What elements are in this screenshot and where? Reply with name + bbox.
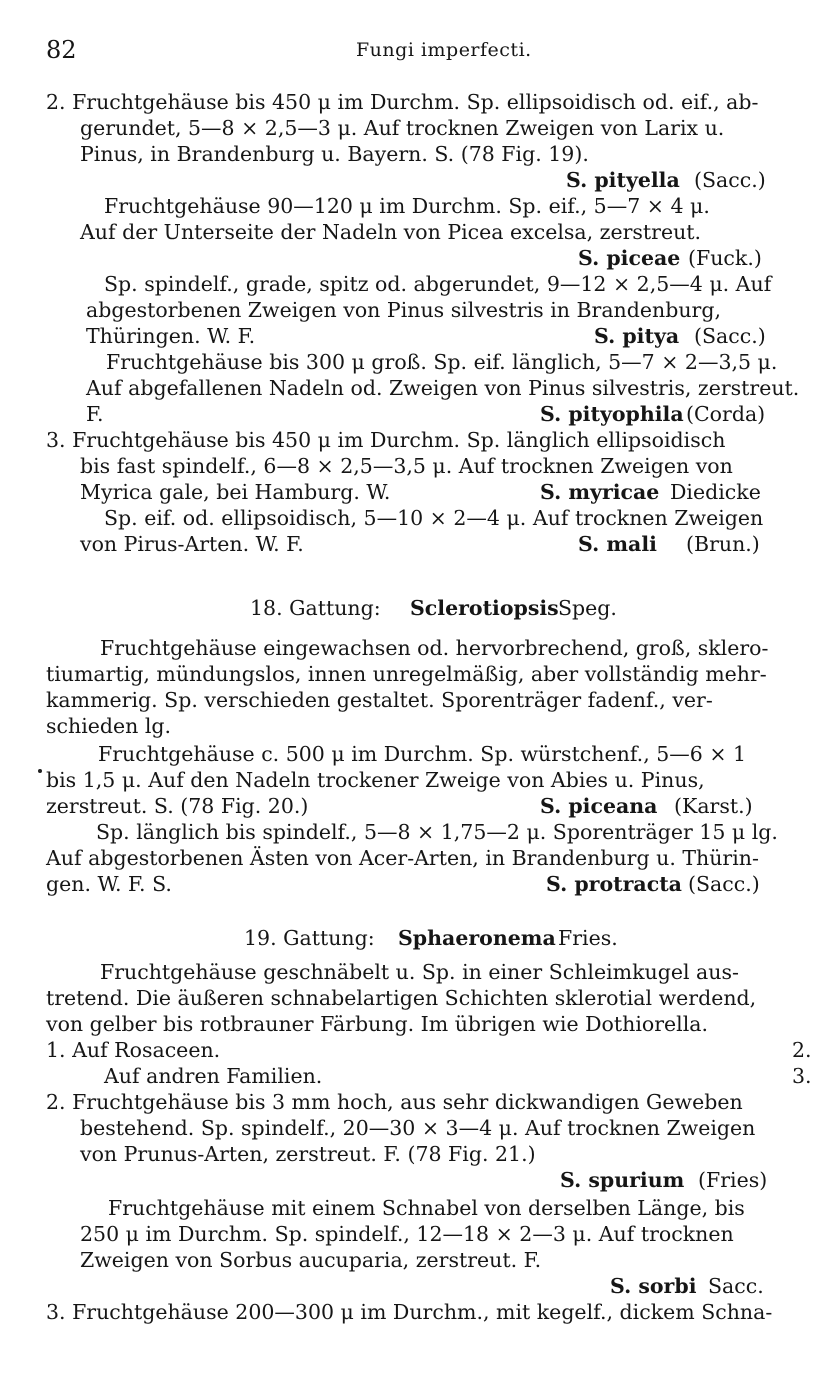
running-title: Fungi imperfecti. <box>356 39 532 61</box>
text-line <box>0 768 830 792</box>
section-heading <box>0 926 830 950</box>
text-line <box>0 90 830 114</box>
section-heading <box>0 596 830 620</box>
page-number: 82 <box>46 36 77 64</box>
genus-name: Sphaeronema <box>398 926 556 950</box>
species-name: S. piceana <box>540 794 658 818</box>
species-author: (Sacc.) <box>694 324 766 348</box>
heading-label: 19. Gattung: <box>244 926 375 950</box>
text: zerstreut. S. (78 Fig. 20.) <box>46 794 309 818</box>
text-line <box>0 1196 830 1220</box>
heading-label: 18. Gattung: <box>250 596 381 620</box>
species-line <box>0 872 830 896</box>
species-author: (Brun.) <box>686 532 760 556</box>
text: 3. Fruchtgehäuse 200—300 μ im Durchm., mit kegelf., dickem Schna- <box>46 1300 773 1324</box>
key-reference: 3. <box>792 1064 812 1088</box>
species-line <box>0 402 830 426</box>
text-line <box>0 220 830 244</box>
species-name: S. myricae <box>540 480 660 504</box>
text: bis fast spindelf., 6—8 × 2,5—3,5 μ. Auf trocknen Zweigen von <box>80 454 733 478</box>
species-line <box>0 532 830 556</box>
text-line <box>0 960 830 984</box>
text-line <box>0 1012 830 1036</box>
species-line <box>0 246 830 270</box>
text-line <box>0 506 830 530</box>
text-line <box>0 142 830 166</box>
text-line <box>0 820 830 844</box>
text-line <box>0 1142 830 1166</box>
species-line <box>0 168 830 192</box>
key-reference: 2. <box>792 1038 812 1062</box>
text: Fruchtgehäuse c. 500 μ im Durchm. Sp. würstchenf., 5—6 × 1 <box>98 742 747 766</box>
text-line <box>0 428 830 452</box>
text: Sp. länglich bis spindelf., 5—8 × 1,75—2 μ. Sporenträger 15 μ lg. <box>96 820 778 844</box>
text-line <box>0 986 830 1010</box>
text-line <box>0 376 830 400</box>
text-line <box>0 688 830 712</box>
text: 1. Auf Rosaceen. <box>46 1038 221 1062</box>
species-name: S. protracta <box>546 872 682 896</box>
text-line <box>0 662 830 686</box>
species-author: (Sacc.) <box>688 872 760 896</box>
species-name: S. mali <box>578 532 657 556</box>
text-line <box>0 116 830 140</box>
text: Auf der Unterseite der Nadeln von Picea excelsa, zerstreut. <box>80 220 702 244</box>
key-line <box>0 1064 830 1088</box>
text: bestehend. Sp. spindelf., 20—30 × 3—4 μ. Auf trocknen Zweigen <box>80 1116 756 1140</box>
genus-author: Speg. <box>558 596 617 620</box>
species-line <box>0 1274 830 1298</box>
species-name: S. pityophila <box>540 402 684 426</box>
text: von Prunus-Arten, zerstreut. F. (78 Fig. 21.) <box>80 1142 536 1166</box>
species-name: S. pitya <box>594 324 680 348</box>
text-line <box>0 1116 830 1140</box>
text: Fruchtgehäuse geschnäbelt u. Sp. in einer Schleimkugel aus- <box>100 960 739 984</box>
text: Pinus, in Brandenburg u. Bayern. S. (78 Fig. 19). <box>80 142 589 166</box>
text: Fruchtgehäuse eingewachsen od. hervorbrechend, groß, sklero- <box>100 636 769 660</box>
text: kammerig. Sp. verschieden gestaltet. Sporenträger fadenf., ver- <box>46 688 713 712</box>
text-line <box>0 194 830 218</box>
species-line <box>0 480 830 504</box>
species-name: S. sorbi <box>610 1274 697 1298</box>
text: Auf abgestorbenen Ästen von Acer-Arten, in Brandenburg u. Thürin- <box>46 846 759 870</box>
text: Fruchtgehäuse 90—120 μ im Durchm. Sp. eif., 5—7 × 4 μ. <box>104 194 710 218</box>
text: Auf abgefallenen Nadeln od. Zweigen von Pinus silvestris, zerstreut. <box>86 376 800 400</box>
text-line <box>0 350 830 374</box>
text: Fruchtgehäuse mit einem Schnabel von derselben Länge, bis <box>108 1196 745 1220</box>
text: tretend. Die äußeren schnabelartigen Schichten sklerotial werdend, <box>46 986 757 1010</box>
text: gerundet, 5—8 × 2,5—3 μ. Auf trocknen Zweigen von Larix u. <box>80 116 725 140</box>
text: Zweigen von Sorbus aucuparia, zerstreut. F. <box>80 1248 542 1272</box>
text: gen. W. F. S. <box>46 872 172 896</box>
text: Sp. eif. od. ellipsoidisch, 5—10 × 2—4 μ. Auf trocknen Zweigen <box>104 506 764 530</box>
species-author: (Karst.) <box>674 794 753 818</box>
text: 2. Fruchtgehäuse bis 450 μ im Durchm. Sp. ellipsoidisch od. eif., ab- <box>46 90 759 114</box>
text: Fruchtgehäuse bis 300 μ groß. Sp. eif. länglich, 5—7 × 2—3,5 μ. <box>106 350 778 374</box>
text: bis 1,5 μ. Auf den Nadeln trockener Zweige von Abies u. Pinus, <box>46 768 705 792</box>
species-author: (Fuck.) <box>688 246 762 270</box>
text-line <box>0 846 830 870</box>
text: 250 μ im Durchm. Sp. spindelf., 12—18 × 2—3 μ. Auf trocknen <box>80 1222 734 1246</box>
text-line <box>0 636 830 660</box>
species-author: (Sacc.) <box>694 168 766 192</box>
genus-name: Sclerotiopsis <box>410 596 559 620</box>
text-line <box>0 454 830 478</box>
text-line <box>0 272 830 296</box>
key-line <box>0 1038 830 1062</box>
text: Myrica gale, bei Hamburg. W. <box>80 480 391 504</box>
species-author: (Fries) <box>698 1168 768 1192</box>
text: schieden lg. <box>46 714 172 738</box>
text: Thüringen. W. F. <box>86 324 256 348</box>
species-name: S. piceae <box>578 246 681 270</box>
text-line <box>0 1222 830 1246</box>
text: von gelber bis rotbrauner Färbung. Im übrigen wie Dothiorella. <box>46 1012 709 1036</box>
species-author: (Corda) <box>686 402 766 426</box>
text: von Pirus-Arten. W. F. <box>80 532 304 556</box>
species-name: S. pityella <box>566 168 680 192</box>
species-line <box>0 1168 830 1192</box>
text: tiumartig, mündungslos, innen unregelmäßig, aber vollständig mehr- <box>46 662 767 686</box>
text: 2. Fruchtgehäuse bis 3 mm hoch, aus sehr dickwandigen Geweben <box>46 1090 743 1114</box>
text: F. <box>86 402 104 426</box>
text-line <box>0 1248 830 1272</box>
text-line <box>0 1300 830 1324</box>
species-line <box>0 794 830 818</box>
text-line <box>0 1090 830 1114</box>
text: 3. Fruchtgehäuse bis 450 μ im Durchm. Sp. länglich ellipsoidisch <box>46 428 726 452</box>
text-line <box>0 714 830 738</box>
text-line <box>0 298 830 322</box>
text: Auf andren Familien. <box>104 1064 323 1088</box>
species-author: Sacc. <box>708 1274 764 1298</box>
species-line <box>0 324 830 348</box>
species-author: Diedicke <box>670 480 761 504</box>
text-line <box>0 742 830 766</box>
text: abgestorbenen Zweigen von Pinus silvestris in Brandenburg, <box>86 298 721 322</box>
text: Sp. spindelf., grade, spitz od. abgerundet, 9—12 × 2,5—4 μ. Auf <box>104 272 772 296</box>
species-name: S. spurium <box>560 1168 685 1192</box>
genus-author: Fries. <box>558 926 618 950</box>
